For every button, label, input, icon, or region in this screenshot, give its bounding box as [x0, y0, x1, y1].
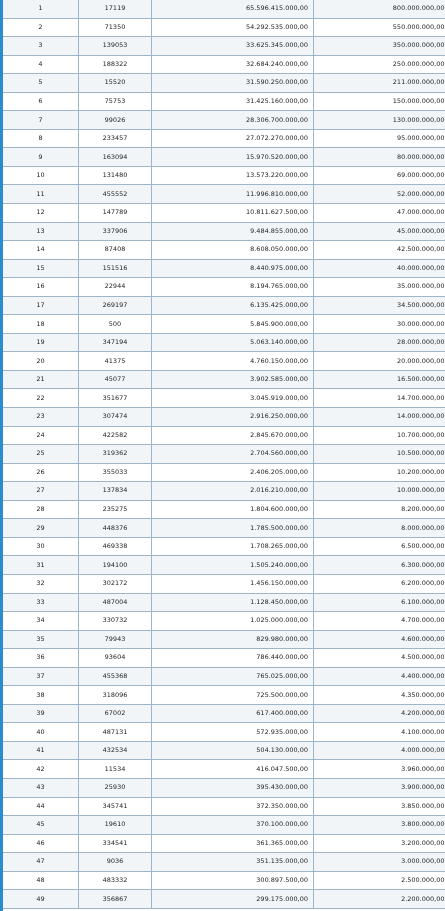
rank-cell: 38: [3, 686, 79, 705]
table-row: [3, 185, 445, 204]
table-row: [3, 92, 445, 111]
amount-cell: 1.456.150.000,00: [152, 574, 314, 593]
rank-cell: 19: [3, 333, 79, 352]
table-row: [3, 797, 445, 816]
value-cell: 800.000.000,00: [314, 0, 445, 18]
amount-cell: 10.811.627.500,00: [152, 204, 314, 223]
value-cell: 550.000.000,00: [314, 18, 445, 37]
rank-cell: 33: [3, 593, 79, 612]
rank-cell: 44: [3, 797, 79, 816]
amount-cell: 1.708.265.000,00: [152, 537, 314, 556]
rank-cell: 5: [3, 74, 79, 93]
table-row: [3, 241, 445, 260]
rank-cell: 3: [3, 37, 79, 56]
rank-cell: 1: [3, 0, 79, 18]
amount-cell: 2.845.670.000,00: [152, 426, 314, 445]
table-row: [3, 370, 445, 389]
rank-cell: 23: [3, 408, 79, 427]
value-cell: 52.000.000,00: [314, 185, 445, 204]
code-cell: 75753: [79, 92, 152, 111]
table-row: [3, 760, 445, 779]
code-cell: 448376: [79, 519, 152, 538]
code-cell: 337906: [79, 222, 152, 241]
value-cell: 6.300.000,00: [314, 556, 445, 575]
data-table: [3, 0, 445, 909]
value-cell: 3.850.000,00: [314, 797, 445, 816]
rank-cell: 9: [3, 148, 79, 167]
amount-cell: 11.996.810.000,00: [152, 185, 314, 204]
table-row: [3, 630, 445, 649]
table-row: [3, 74, 445, 93]
value-cell: 2.200.000,00: [314, 890, 445, 909]
table-row: [3, 723, 445, 742]
code-cell: 432534: [79, 741, 152, 760]
value-cell: 150.000.000,00: [314, 92, 445, 111]
amount-cell: 1.785.500.000,00: [152, 519, 314, 538]
amount-cell: 2.916.250.000,00: [152, 408, 314, 427]
table-row: [3, 834, 445, 853]
table-row: [3, 704, 445, 723]
amount-cell: 765.025.000,00: [152, 667, 314, 686]
code-cell: 351677: [79, 389, 152, 408]
code-cell: 487004: [79, 593, 152, 612]
rank-cell: 15: [3, 259, 79, 278]
rank-cell: 2: [3, 18, 79, 37]
value-cell: 350.000.000,00: [314, 37, 445, 56]
amount-cell: 786.440.000,00: [152, 649, 314, 668]
table-row: [3, 18, 445, 37]
rank-cell: 10: [3, 166, 79, 185]
amount-cell: 617.400.000,00: [152, 704, 314, 723]
value-cell: 45.000.000,00: [314, 222, 445, 241]
rank-cell: 22: [3, 389, 79, 408]
rank-cell: 42: [3, 760, 79, 779]
value-cell: 10.200.000,00: [314, 463, 445, 482]
code-cell: 139053: [79, 37, 152, 56]
table-row: [3, 296, 445, 315]
code-cell: 147789: [79, 204, 152, 223]
code-cell: 151516: [79, 259, 152, 278]
table-row: [3, 37, 445, 56]
value-cell: 3.000.000,00: [314, 853, 445, 872]
table-row: [3, 389, 445, 408]
value-cell: 20.000.000,00: [314, 352, 445, 371]
amount-cell: 372.350.000,00: [152, 797, 314, 816]
amount-cell: 416.047.500,00: [152, 760, 314, 779]
value-cell: 47.000.000,00: [314, 204, 445, 223]
value-cell: 4.100.000,00: [314, 723, 445, 742]
amount-cell: 31.590.250.000,00: [152, 74, 314, 93]
rank-cell: 18: [3, 315, 79, 334]
rank-cell: 48: [3, 871, 79, 890]
code-cell: 334541: [79, 834, 152, 853]
value-cell: 35.000.000,00: [314, 278, 445, 297]
amount-cell: 4.760.150.000,00: [152, 352, 314, 371]
value-cell: 14.000.000,00: [314, 408, 445, 427]
amount-cell: 299.175.000,00: [152, 890, 314, 909]
rank-cell: 43: [3, 778, 79, 797]
value-cell: 10.000.000,00: [314, 482, 445, 501]
code-cell: 330732: [79, 612, 152, 631]
table-row: [3, 426, 445, 445]
table-row: [3, 686, 445, 705]
code-cell: 347194: [79, 333, 152, 352]
amount-cell: 572.935.000,00: [152, 723, 314, 742]
value-cell: 6.500.000,00: [314, 537, 445, 556]
code-cell: 235275: [79, 500, 152, 519]
amount-cell: 8.440.975.000,00: [152, 259, 314, 278]
amount-cell: 351.135.000,00: [152, 853, 314, 872]
rank-cell: 39: [3, 704, 79, 723]
table-row: [3, 649, 445, 668]
table-row: [3, 333, 445, 352]
amount-cell: 1.804.600.000,00: [152, 500, 314, 519]
rank-cell: 30: [3, 537, 79, 556]
rank-cell: 29: [3, 519, 79, 538]
code-cell: 137834: [79, 482, 152, 501]
table-row: [3, 445, 445, 464]
rank-cell: 45: [3, 816, 79, 835]
table-row: [3, 816, 445, 835]
value-cell: 250.000.000,00: [314, 55, 445, 74]
amount-cell: 8.608.050.000,00: [152, 241, 314, 260]
rank-cell: 8: [3, 129, 79, 148]
value-cell: 10.500.000,00: [314, 445, 445, 464]
code-cell: 345741: [79, 797, 152, 816]
code-cell: 487131: [79, 723, 152, 742]
table-row: [3, 278, 445, 297]
value-cell: 4.700.000,00: [314, 612, 445, 631]
code-cell: 19610: [79, 816, 152, 835]
rank-cell: 49: [3, 890, 79, 909]
code-cell: 9036: [79, 853, 152, 872]
value-cell: 4.000.000,00: [314, 741, 445, 760]
amount-cell: 27.072.270.000,00: [152, 129, 314, 148]
value-cell: 4.200.000,00: [314, 704, 445, 723]
value-cell: 3.900.000,00: [314, 778, 445, 797]
table-row: [3, 500, 445, 519]
rank-cell: 6: [3, 92, 79, 111]
value-cell: 95.000.000,00: [314, 129, 445, 148]
amount-cell: 300.897.500,00: [152, 871, 314, 890]
amount-cell: 33.625.345.000,00: [152, 37, 314, 56]
rank-cell: 34: [3, 612, 79, 631]
code-cell: 455552: [79, 185, 152, 204]
rank-cell: 40: [3, 723, 79, 742]
rank-cell: 37: [3, 667, 79, 686]
value-cell: 3.800.000,00: [314, 816, 445, 835]
table-row: [3, 55, 445, 74]
code-cell: 355033: [79, 463, 152, 482]
rank-cell: 24: [3, 426, 79, 445]
amount-cell: 1.128.450.000,00: [152, 593, 314, 612]
amount-cell: 504.130.000,00: [152, 741, 314, 760]
code-cell: 71350: [79, 18, 152, 37]
code-cell: 67002: [79, 704, 152, 723]
value-cell: 8.200.000,00: [314, 500, 445, 519]
value-cell: 4.400.000,00: [314, 667, 445, 686]
rank-cell: 41: [3, 741, 79, 760]
amount-cell: 3.045.919.000,00: [152, 389, 314, 408]
table-row: [3, 593, 445, 612]
value-cell: 30.000.000,00: [314, 315, 445, 334]
rank-cell: 21: [3, 370, 79, 389]
amount-cell: 2.016.210.000,00: [152, 482, 314, 501]
code-cell: 269197: [79, 296, 152, 315]
code-cell: 11534: [79, 760, 152, 779]
amount-cell: 32.684.240.000,00: [152, 55, 314, 74]
rank-cell: 28: [3, 500, 79, 519]
table-row: [3, 259, 445, 278]
code-cell: 194100: [79, 556, 152, 575]
amount-cell: 361.365.000,00: [152, 834, 314, 853]
code-cell: 45077: [79, 370, 152, 389]
amount-cell: 3.902.585.000,00: [152, 370, 314, 389]
value-cell: 3.960.000,00: [314, 760, 445, 779]
rank-cell: 32: [3, 574, 79, 593]
table-row: [3, 778, 445, 797]
value-cell: 34.500.000,00: [314, 296, 445, 315]
rank-cell: 17: [3, 296, 79, 315]
table-row: [3, 667, 445, 686]
value-cell: 8.000.000,00: [314, 519, 445, 538]
code-cell: 455368: [79, 667, 152, 686]
amount-cell: 15.970.520.000,00: [152, 148, 314, 167]
table-row: [3, 0, 445, 18]
table-row: [3, 871, 445, 890]
amount-cell: 13.573.220.000,00: [152, 166, 314, 185]
rank-cell: 13: [3, 222, 79, 241]
code-cell: 22944: [79, 278, 152, 297]
amount-cell: 395.430.000,00: [152, 778, 314, 797]
amount-cell: 8.194.765.000,00: [152, 278, 314, 297]
code-cell: 318096: [79, 686, 152, 705]
rank-cell: 4: [3, 55, 79, 74]
rank-cell: 14: [3, 241, 79, 260]
value-cell: 69.000.000,00: [314, 166, 445, 185]
table-row: [3, 352, 445, 371]
value-cell: 28.000.000,00: [314, 333, 445, 352]
amount-cell: 1.505.240.000,00: [152, 556, 314, 575]
value-cell: 4.600.000,00: [314, 630, 445, 649]
table-row: [3, 574, 445, 593]
table-row: [3, 612, 445, 631]
table-row: [3, 408, 445, 427]
table-row: [3, 537, 445, 556]
table-row: [3, 463, 445, 482]
code-cell: 15520: [79, 74, 152, 93]
amount-cell: 9.484.855.000,00: [152, 222, 314, 241]
rank-cell: 20: [3, 352, 79, 371]
table-row: [3, 556, 445, 575]
amount-cell: 2.406.205.000,00: [152, 463, 314, 482]
amount-cell: 5.063.140.000,00: [152, 333, 314, 352]
table-row: [3, 853, 445, 872]
rank-cell: 46: [3, 834, 79, 853]
value-cell: 211.000.000,00: [314, 74, 445, 93]
value-cell: 3.200.000,00: [314, 834, 445, 853]
code-cell: 307474: [79, 408, 152, 427]
amount-cell: 65.596.415.000,00: [152, 0, 314, 18]
amount-cell: 28.306.700.000,00: [152, 111, 314, 130]
table-body: [3, 0, 445, 908]
value-cell: 2.500.000,00: [314, 871, 445, 890]
code-cell: 17119: [79, 0, 152, 18]
table-row: [3, 129, 445, 148]
value-cell: 80.000.000,00: [314, 148, 445, 167]
code-cell: 422582: [79, 426, 152, 445]
table-row: [3, 222, 445, 241]
code-cell: 163094: [79, 148, 152, 167]
code-cell: 93604: [79, 649, 152, 668]
amount-cell: 1.025.000.000,00: [152, 612, 314, 631]
rank-cell: 12: [3, 204, 79, 223]
value-cell: 16.500.000,00: [314, 370, 445, 389]
code-cell: 25930: [79, 778, 152, 797]
table-row: [3, 482, 445, 501]
code-cell: 79943: [79, 630, 152, 649]
value-cell: 130.000.000,00: [314, 111, 445, 130]
code-cell: 41375: [79, 352, 152, 371]
amount-cell: 6.135.425.000,00: [152, 296, 314, 315]
rank-cell: 27: [3, 482, 79, 501]
value-cell: 40.000.000,00: [314, 259, 445, 278]
value-cell: 4.350.000,00: [314, 686, 445, 705]
rank-cell: 31: [3, 556, 79, 575]
table-row: [3, 519, 445, 538]
rank-cell: 11: [3, 185, 79, 204]
value-cell: 14.700.000,00: [314, 389, 445, 408]
amount-cell: 829.980.000,00: [152, 630, 314, 649]
table-row: [3, 148, 445, 167]
rank-cell: 35: [3, 630, 79, 649]
table-row: [3, 111, 445, 130]
table-row: [3, 890, 445, 909]
table-row: [3, 741, 445, 760]
amount-cell: 5.845.900.000,00: [152, 315, 314, 334]
table-row: [3, 315, 445, 334]
value-cell: 4.500.000,00: [314, 649, 445, 668]
code-cell: 319362: [79, 445, 152, 464]
table-row: [3, 166, 445, 185]
code-cell: 99026: [79, 111, 152, 130]
value-cell: 6.100.000,00: [314, 593, 445, 612]
amount-cell: 370.100.000,00: [152, 816, 314, 835]
table-row: [3, 204, 445, 223]
rank-cell: 36: [3, 649, 79, 668]
code-cell: 131480: [79, 166, 152, 185]
amount-cell: 31.425.160.000,00: [152, 92, 314, 111]
value-cell: 6.200.000,00: [314, 574, 445, 593]
value-cell: 10.700.000,00: [314, 426, 445, 445]
code-cell: 233457: [79, 129, 152, 148]
code-cell: 469338: [79, 537, 152, 556]
rank-cell: 26: [3, 463, 79, 482]
rank-cell: 16: [3, 278, 79, 297]
rank-cell: 7: [3, 111, 79, 130]
amount-cell: 2.704.560.000,00: [152, 445, 314, 464]
value-cell: 42.500.000,00: [314, 241, 445, 260]
rank-cell: 47: [3, 853, 79, 872]
code-cell: 302172: [79, 574, 152, 593]
amount-cell: 725.500.000,00: [152, 686, 314, 705]
code-cell: 87408: [79, 241, 152, 260]
code-cell: 356867: [79, 890, 152, 909]
rank-cell: 25: [3, 445, 79, 464]
code-cell: 500: [79, 315, 152, 334]
amount-cell: 54.292.535.000,00: [152, 18, 314, 37]
code-cell: 483332: [79, 871, 152, 890]
code-cell: 188322: [79, 55, 152, 74]
